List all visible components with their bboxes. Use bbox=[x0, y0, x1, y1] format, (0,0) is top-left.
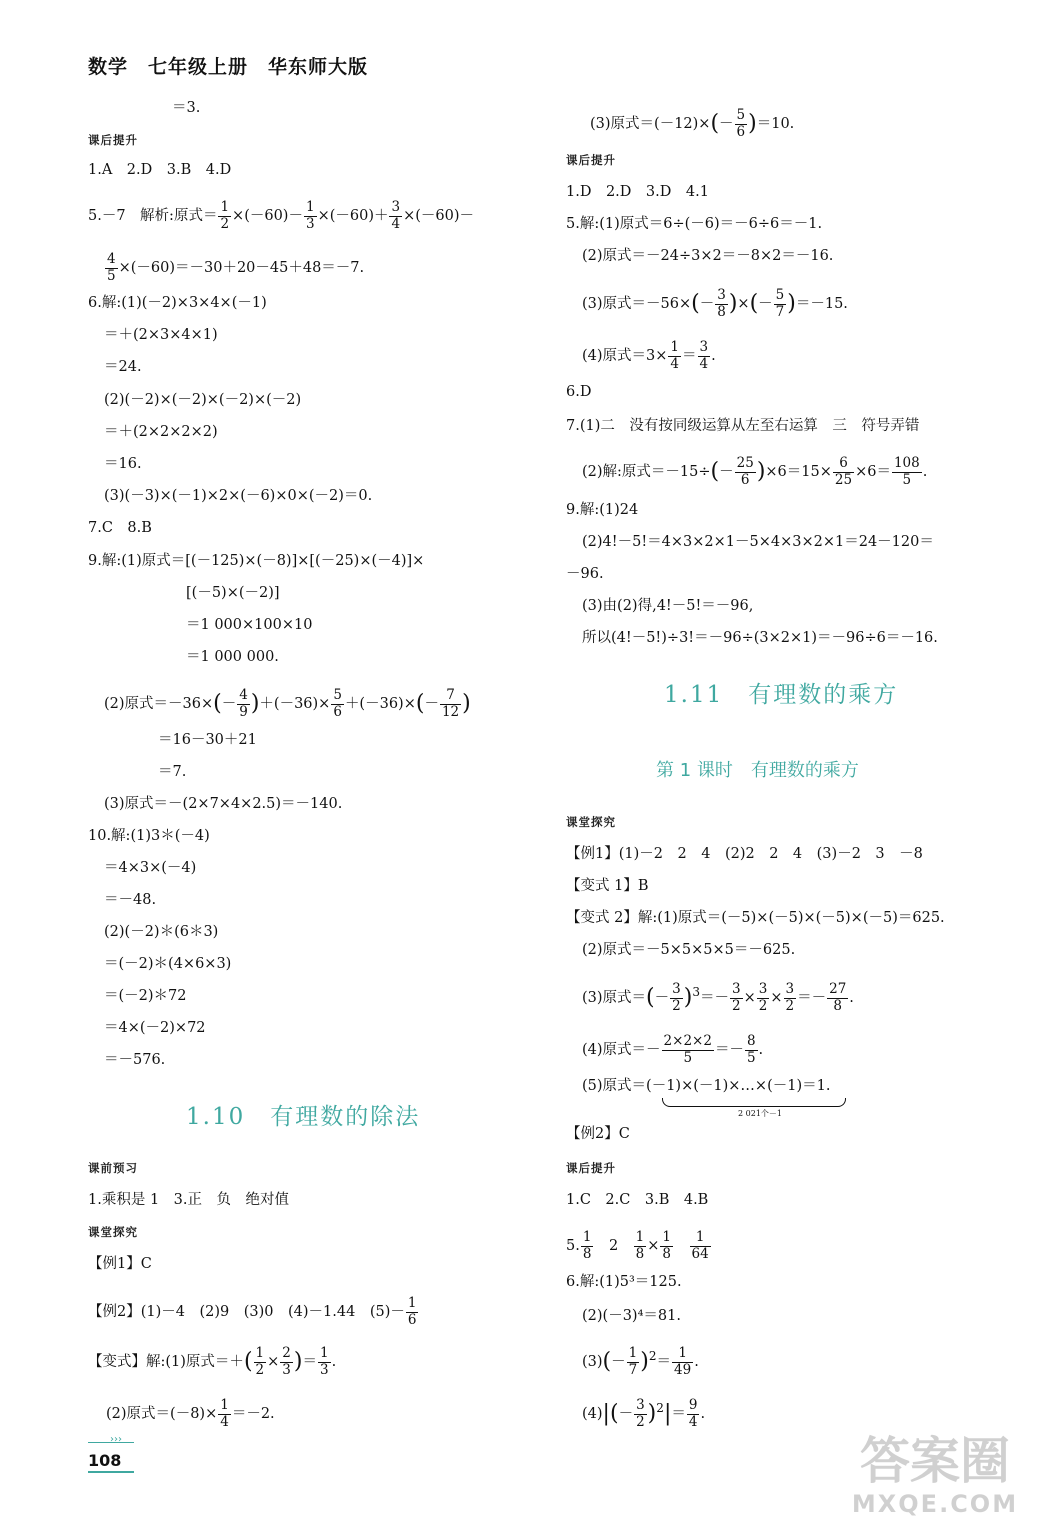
text-line: 【例2】C bbox=[566, 1126, 630, 1142]
text-line: ＝24. bbox=[104, 359, 142, 375]
text-line: (2)原式＝－5×5×5×5＝－625. bbox=[582, 942, 796, 958]
text-line: 6.解:(1)5³＝125. bbox=[566, 1274, 682, 1290]
text-line: (3)由(2)得,4!－5!＝－96, bbox=[582, 598, 754, 614]
fraction: $\frac{1}{8}$ bbox=[635, 1229, 645, 1262]
fraction: $\frac{5}{6}$ bbox=[333, 687, 342, 720]
underbrace-label: 2 021个－1 bbox=[738, 1109, 782, 1118]
fraction: $\frac{1}{6}$ bbox=[407, 1295, 417, 1328]
text-line: (3)原式＝－(2×7×4×2.5)＝－140. bbox=[104, 796, 343, 812]
fraction: $\frac{9}{4}$ bbox=[688, 1397, 698, 1430]
fraction: $\frac{5}{7}$ bbox=[775, 287, 785, 320]
text-line: ＝(－2)＊72 bbox=[104, 988, 187, 1004]
text-line: －96. bbox=[566, 566, 604, 582]
text-line: (5)原式＝(－1)×(－1)×…×(－1)＝1. bbox=[582, 1078, 831, 1094]
lesson-title: 第 1 课时 有理数的乘方 bbox=[656, 760, 859, 781]
fraction: $\frac{4}{5}$ bbox=[107, 251, 116, 284]
fraction: $\frac{6}{25}$ bbox=[834, 455, 853, 488]
text-line: 7.C 8.B bbox=[88, 520, 152, 536]
fraction: $\frac{1}{2}$ bbox=[255, 1345, 265, 1378]
text-line: 7.(1)二 没有按同级运算从左至右运算 三 符号弄错 bbox=[566, 418, 920, 434]
text-line: ＝7. bbox=[158, 764, 187, 780]
text-line: 1.A 2.D 3.B 4.D bbox=[88, 162, 232, 178]
text-line: ＝4×(－2)×72 bbox=[104, 1020, 206, 1036]
text-line: ＝(－2)＊(4×6×3) bbox=[104, 956, 232, 972]
fraction: $\frac{1}{8}$ bbox=[662, 1229, 672, 1262]
section-label-ketang: 课堂探究 bbox=[566, 815, 616, 829]
underbrace bbox=[662, 1098, 846, 1107]
fraction: $\frac{2\times 2\times 2}{5}$ bbox=[663, 1033, 712, 1066]
fraction: $\frac{4}{9}$ bbox=[239, 687, 248, 720]
fraction: $\frac{1}{3}$ bbox=[319, 1345, 329, 1378]
section-title-1-10: 1.10 有理数的除法 bbox=[186, 1104, 421, 1130]
fraction: $\frac{3}{8}$ bbox=[717, 287, 726, 320]
text-line: 【变式 1】B bbox=[566, 878, 649, 894]
text-line: 【变式 2】解:(1)原式＝(－5)×(－5)×(－5)×(－5)＝625. bbox=[566, 910, 945, 926]
text-line: (3)原式＝(－12)×(－ $\frac{5}{6}$ )＝10. bbox=[590, 107, 795, 140]
text-line: (4)原式＝－ $\frac{2\times 2\times 2}{5}$ ＝－ $\frac{8}{5}$ . bbox=[582, 1033, 764, 1066]
section-title-1-11: 1.11 有理数的乘方 bbox=[664, 682, 899, 708]
fraction: $\frac{3}{2}$ bbox=[732, 981, 741, 1014]
text-line: (3)(－ $\frac{1}{7}$ )$^2$＝ $\frac{1}{49}$ . bbox=[582, 1345, 699, 1378]
text-line: 1.D 2.D 3.D 4.1 bbox=[566, 184, 709, 200]
text-line: 5.解:(1)原式＝6÷(－6)＝－6÷6＝－1. bbox=[566, 216, 823, 232]
text-line: (2)原式＝－36×(－ $\frac{4}{9}$ )＋(－36)× $\frac{5}{6}$ ＋(－36)×(－ $\frac{7}{12}$ ) bbox=[104, 687, 471, 720]
page-number-rule bbox=[88, 1442, 134, 1446]
fraction: $\frac{3}{2}$ bbox=[672, 981, 681, 1014]
watermark-logo bbox=[835, 1431, 1035, 1526]
text-line: (2)(－2)×(－2)×(－2)×(－2) bbox=[104, 392, 302, 408]
text-line: 1.C 2.C 3.B 4.B bbox=[566, 1192, 709, 1208]
text-line: (2)原式＝－24÷3×2＝－8×2＝－16. bbox=[582, 248, 834, 264]
text-line: (3)(－3)×(－1)×2×(－6)×0×(－2)＝0. bbox=[104, 488, 373, 504]
section-label-ketang: 课堂探究 bbox=[88, 1225, 138, 1239]
fraction: $\frac{1}{64}$ bbox=[691, 1229, 709, 1262]
fraction: $\frac{1}{4}$ bbox=[670, 339, 680, 372]
text-line: (4)原式＝3× $\frac{1}{4}$ ＝ $\frac{3}{4}$ . bbox=[582, 339, 716, 372]
text-line: ＝－48. bbox=[104, 892, 157, 908]
fraction: $\frac{3}{4}$ bbox=[391, 199, 401, 232]
page-number: 108 bbox=[88, 1451, 134, 1473]
fraction: $\frac{27}{8}$ bbox=[829, 981, 847, 1014]
text-line: 1.乘积是 1 3.正 负 绝对值 bbox=[88, 1192, 290, 1208]
text-line: ＝－576. bbox=[104, 1052, 166, 1068]
text-line: ＝16. bbox=[104, 456, 142, 472]
watermark-url: MXQE.COM bbox=[851, 1490, 1019, 1518]
section-label-kehou: 课后提升 bbox=[88, 133, 138, 147]
text-line: ＝3. bbox=[172, 100, 201, 116]
fraction: $\frac{3}{2}$ bbox=[785, 981, 795, 1014]
section-label-kehou: 课后提升 bbox=[566, 1161, 616, 1175]
fraction: $\frac{5}{6}$ bbox=[736, 107, 746, 140]
text-line: ＝＋(2×2×2×2) bbox=[104, 424, 218, 440]
fraction: $\frac{1}{7}$ bbox=[628, 1345, 638, 1378]
fraction: $\frac{108}{5}$ bbox=[893, 455, 920, 488]
fraction: $\frac{3}{2}$ bbox=[758, 981, 768, 1014]
page-header: 数学 七年级上册 华东师大版 bbox=[88, 56, 369, 78]
page-arrow-icon: ››› bbox=[110, 1434, 122, 1445]
text-line: (4)|(－ $\frac{3}{2}$ )$^2$|＝ $\frac{9}{4}$ . bbox=[582, 1397, 706, 1430]
text-line: (2)原式＝(－8)× $\frac{1}{4}$ ＝－2. bbox=[106, 1397, 275, 1430]
fraction: $\frac{1}{2}$ bbox=[220, 199, 230, 232]
fraction: $\frac{3}{4}$ bbox=[699, 339, 709, 372]
text-line: $\frac{4}{5}$ ×(－60)＝－30＋20－45＋48＝－7. bbox=[107, 251, 365, 284]
watermark-text: 答案圈 bbox=[860, 1432, 1010, 1490]
text-line: 6.D bbox=[566, 384, 592, 400]
text-line: ＝1 000 000. bbox=[186, 649, 279, 665]
fraction: $\frac{7}{12}$ bbox=[441, 687, 460, 720]
text-line: 【变式】解:(1)原式＝＋( $\frac{1}{2}$ × $\frac{2}{3}$ )＝ $\frac{1}{3}$ . bbox=[88, 1345, 337, 1378]
fraction: $\frac{1}{3}$ bbox=[305, 199, 315, 232]
section-label-keqian: 课前预习 bbox=[88, 1161, 138, 1175]
text-line: [(－5)×(－2)] bbox=[186, 585, 280, 601]
text-line: 【例1】(1)－2 2 4 (2)2 2 4 (3)－2 3 －8 bbox=[566, 846, 923, 862]
fraction: $\frac{8}{5}$ bbox=[746, 1033, 756, 1066]
text-line: (3)原式＝(－ $\frac{3}{2}$ )$^3$＝－ $\frac{3}{2}$ × $\frac{3}{2}$ × $\frac{3}{2}$ ＝－ $\frac{27}{8}$ . bbox=[582, 981, 854, 1014]
section-label-kehou: 课后提升 bbox=[566, 153, 616, 167]
fraction: $\frac{2}{3}$ bbox=[282, 1345, 291, 1378]
text-line: ＝4×3×(－4) bbox=[104, 860, 197, 876]
text-line: 10.解:(1)3＊(－4) bbox=[88, 828, 210, 844]
text-line: 6.解:(1)(－2)×3×4×(－1) bbox=[88, 295, 267, 311]
text-line: (2)(－3)⁴＝81. bbox=[582, 1308, 681, 1324]
text-line: ＝1 000×100×10 bbox=[186, 617, 313, 633]
fraction: $\frac{1}{4}$ bbox=[220, 1397, 229, 1430]
text-line: (2)(－2)＊(6＊3) bbox=[104, 924, 219, 940]
text-line: 9.解:(1)24 bbox=[566, 502, 639, 518]
text-line: 9.解:(1)原式＝[(－125)×(－8)]×[(－25)×(－4)]× bbox=[88, 553, 425, 569]
fraction: $\frac{1}{49}$ bbox=[674, 1345, 692, 1378]
text-line: 所以(4!－5!)÷3!＝－96÷(3×2×1)＝－96÷6＝－16. bbox=[582, 630, 938, 646]
fraction: $\frac{25}{6}$ bbox=[736, 455, 754, 488]
fraction: $\frac{3}{2}$ bbox=[636, 1397, 645, 1430]
text-line: 5.－7 解析:原式＝ $\frac{1}{2}$ ×(－60)－ $\frac{1}{3}$ ×(－60)＋ $\frac{3}{4}$ ×(－60)－ bbox=[88, 199, 474, 232]
text-line: 5. $\frac{1}{8}$ 2 $\frac{1}{8}$ × $\frac{1}{8}$ $\frac{1}{64}$ bbox=[566, 1229, 709, 1262]
text-line: (3)原式＝－56×(－ $\frac{3}{8}$ )×(－ $\frac{5}{7}$ )＝－15. bbox=[582, 287, 848, 320]
text-line: ＝16－30＋21 bbox=[158, 732, 257, 748]
text-line: 【例1】C bbox=[88, 1256, 152, 1272]
text-line: (2)解:原式＝－15÷(－ $\frac{25}{6}$ )×6＝15× $\frac{6}{25}$ ×6＝ $\frac{108}{5}$ . bbox=[582, 455, 928, 488]
text-line: (2)4!－5!＝4×3×2×1－5×4×3×2×1＝24－120＝ bbox=[582, 534, 934, 550]
text-line: ＝＋(2×3×4×1) bbox=[104, 327, 218, 343]
fraction: $\frac{1}{8}$ bbox=[582, 1229, 592, 1262]
text-line: 【例2】(1)－4 (2)9 (3)0 (4)－1.44 (5)－ $\frac{1}{6}$ bbox=[88, 1295, 417, 1328]
